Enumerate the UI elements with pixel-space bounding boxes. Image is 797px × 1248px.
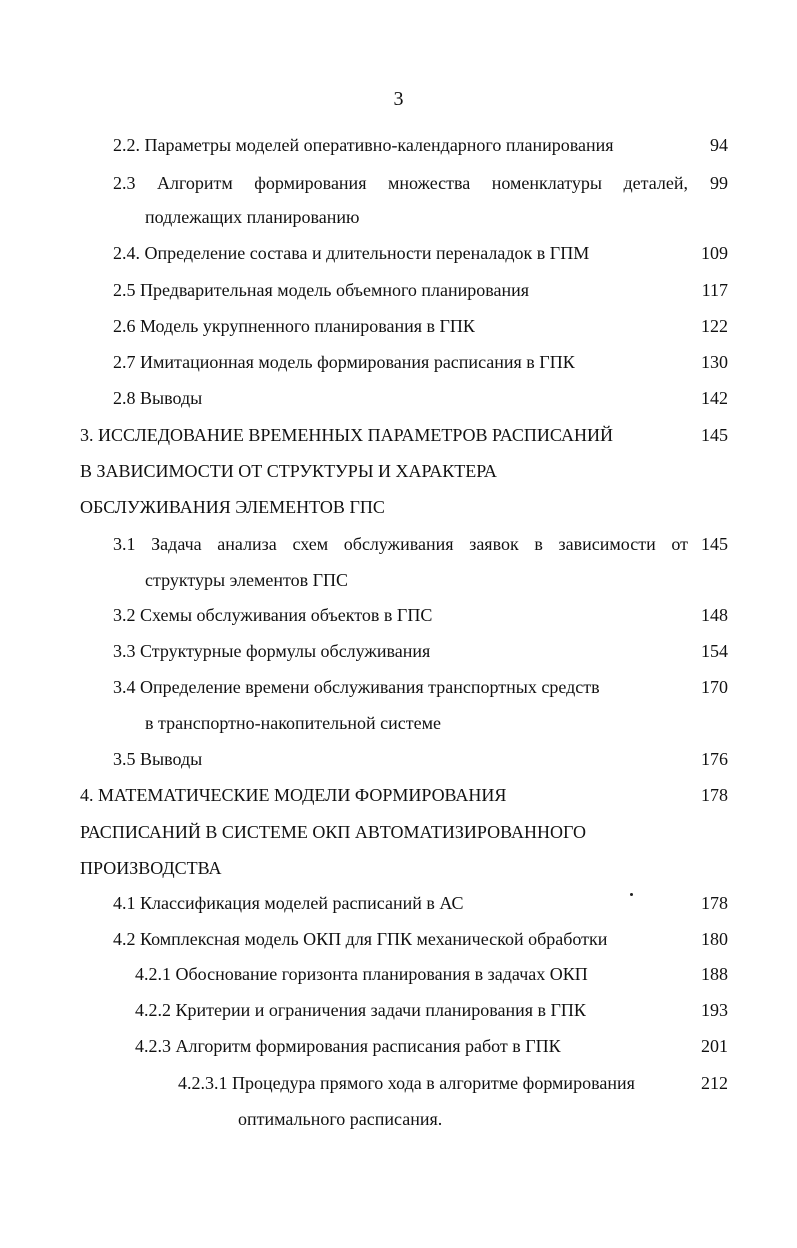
toc-page-number: 145 bbox=[701, 534, 728, 554]
toc-page-number: 154 bbox=[701, 641, 728, 661]
toc-entry-line: 4.2.2 Критерии и ограничения задачи планирования в ГПК bbox=[135, 1000, 586, 1020]
toc-entry-line: 3.5 Выводы bbox=[113, 749, 203, 769]
toc-entry-line: 4.2.3 Алгоритм формирования расписания работ в ГПК bbox=[135, 1036, 561, 1056]
toc-entry-line: 3.1 Задача анализа схем обслуживания заявок в зависимости от bbox=[113, 534, 688, 554]
toc-entry-line: В ЗАВИСИМОСТИ ОТ СТРУКТУРЫ И ХАРАКТЕРА bbox=[80, 461, 497, 481]
toc-page-number: 94 bbox=[710, 135, 728, 155]
page-number: 3 bbox=[393, 88, 404, 110]
toc-page-number: 130 bbox=[701, 352, 728, 372]
toc-entry-line: 2.6 Модель укрупненного планирования в ГПК bbox=[113, 316, 475, 336]
toc-entry-line: оптимального расписания. bbox=[238, 1109, 443, 1129]
toc-entry-line: ОБСЛУЖИВАНИЯ ЭЛЕМЕНТОВ ГПС bbox=[80, 497, 385, 517]
toc-page-number: 176 bbox=[701, 749, 728, 769]
toc-page-number: 212 bbox=[701, 1073, 728, 1093]
toc-page-number: 142 bbox=[701, 388, 728, 408]
toc-page-number: 170 bbox=[701, 677, 728, 697]
toc-entry-line: 2.5 Предварительная модель объемного планирования bbox=[113, 280, 530, 300]
toc-entry-line: 3. ИССЛЕДОВАНИЕ ВРЕМЕННЫХ ПАРАМЕТРОВ РАСПИСАНИЙ bbox=[80, 425, 613, 445]
toc-page-number: 99 bbox=[710, 173, 728, 193]
toc-page-number: 193 bbox=[701, 1000, 728, 1020]
toc-page-number: 188 bbox=[701, 964, 728, 984]
toc-entry-line: структуры элементов ГПС bbox=[145, 570, 348, 590]
toc-entry-line: 4. МАТЕМАТИЧЕСКИЕ МОДЕЛИ ФОРМИРОВАНИЯ bbox=[80, 785, 507, 805]
toc-entry-line: 4.2.3.1 Процедура прямого хода в алгоритме формирования bbox=[178, 1073, 635, 1093]
toc-entry-line: 4.2 Комплексная модель ОКП для ГПК механической обработки bbox=[113, 929, 608, 949]
toc-page-number: 122 bbox=[701, 316, 728, 336]
toc-entry-line: ПРОИЗВОДСТВА bbox=[80, 858, 222, 878]
toc-entry-line: 3.2 Схемы обслуживания объектов в ГПС bbox=[113, 605, 433, 625]
toc-entry-line: 3.3 Структурные формулы обслуживания bbox=[113, 641, 431, 661]
toc-entry-line: подлежащих планированию bbox=[145, 207, 360, 227]
stray-dot bbox=[630, 893, 633, 896]
toc-entry-line: 2.7 Имитационная модель формирования расписания в ГПК bbox=[113, 352, 575, 372]
toc-page-number: 148 bbox=[701, 605, 728, 625]
toc-entry-line: 2.2. Параметры моделей оперативно-календарного планирования bbox=[113, 135, 614, 155]
toc-page-number: 178 bbox=[701, 785, 728, 805]
toc-entry-line: в транспортно-накопительной системе bbox=[145, 713, 441, 733]
toc-page-number: 178 bbox=[701, 893, 728, 913]
toc-entry-line: 4.1 Классификация моделей расписаний в АС bbox=[113, 893, 464, 913]
toc-page-number: 109 bbox=[701, 243, 728, 263]
toc-page-number: 145 bbox=[701, 425, 728, 445]
toc-entry-line: 2.4. Определение состава и длительности переналадок в ГПМ bbox=[113, 243, 590, 263]
toc-entry-line: 3.4 Определение времени обслуживания транспортных средств bbox=[113, 677, 600, 697]
toc-entry-line: 2.8 Выводы bbox=[113, 388, 203, 408]
toc-page-number: 117 bbox=[701, 280, 728, 300]
toc-entry-line: 2.3 Алгоритм формирования множества номенклатуры деталей, bbox=[113, 173, 688, 193]
toc-entry-line: 4.2.1 Обоснование горизонта планирования в задачах ОКП bbox=[135, 964, 588, 984]
toc-entry-line: РАСПИСАНИЙ В СИСТЕМЕ ОКП АВТОМАТИЗИРОВАННОГО bbox=[80, 822, 586, 842]
toc-page-number: 201 bbox=[701, 1036, 728, 1056]
toc-page-number: 180 bbox=[701, 929, 728, 949]
